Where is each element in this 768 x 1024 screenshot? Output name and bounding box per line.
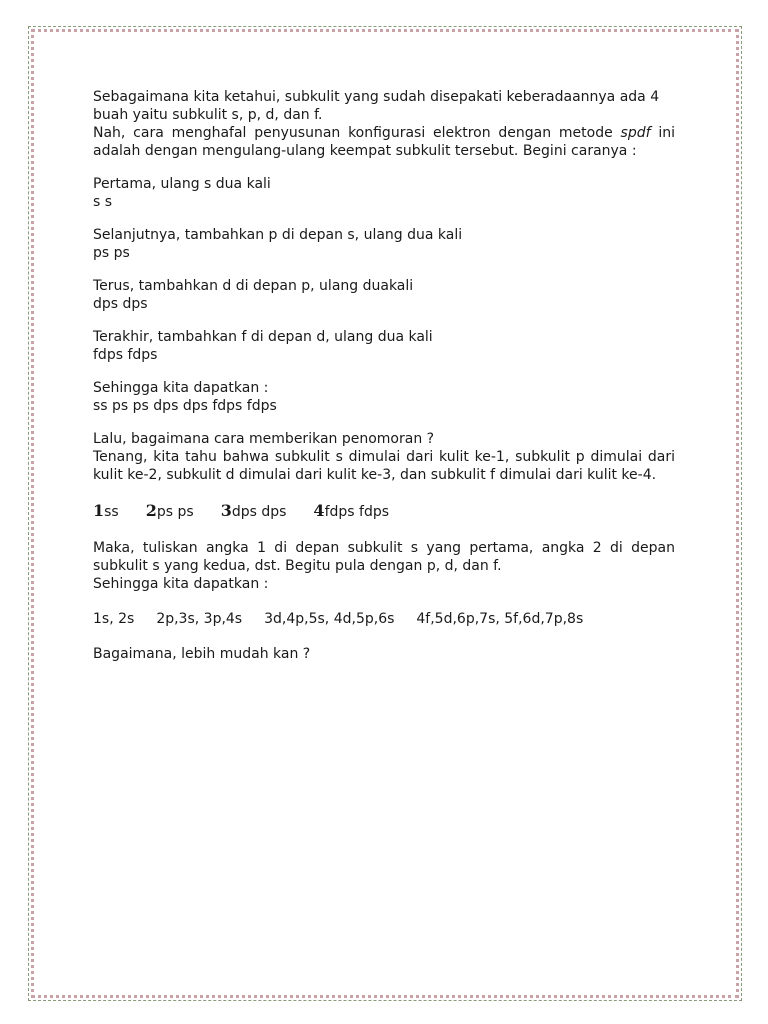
numbered-sequence: 1ss — [93, 501, 119, 520]
numbered-sequence: 2ps ps — [145, 501, 194, 520]
configuration-group: 1s, 2s — [93, 611, 135, 627]
explanation-paragraph: Tenang, kita tahu bahwa subkulit s dimulai dari kulit ke-1, subkulit p dimulai dari kulit ke-2, subkulit d dimulai dari kulit ke-3, dan subkulit f dimulai dari kulit ke-4. — [93, 449, 675, 483]
numbered-sequence: 4fdps fdps — [313, 501, 390, 520]
configuration-row — [93, 610, 675, 628]
closing-line: Bagaimana, lebih mudah kan ? — [93, 646, 311, 662]
spdf-italic: spdf — [620, 125, 651, 141]
intro-paragraph-1: Sebagaimana kita ketahui, subkulit yang sudah disepakati keberadaannya ada 4 buah yaitu subkulit s, p, d, dan f. — [93, 89, 660, 123]
step-2: Selanjutnya, tambahkan p di depan s, ulang dua kali — [93, 227, 463, 243]
result-intro: Sehingga kita dapatkan : — [93, 380, 269, 396]
step-3: Terus, tambahkan d di depan p, ulang duakali — [93, 278, 414, 294]
step-4-result: fdps fdps — [93, 347, 158, 363]
numbered-sequence: 3dps dps — [220, 501, 287, 520]
step-2-result: ps ps — [93, 245, 130, 261]
step-3-result: dps dps — [93, 296, 148, 312]
configuration-group: 4f,5d,6p,7s, 5f,6d,7p,8s — [416, 611, 584, 627]
step-1-result: s s — [93, 194, 113, 210]
numbering-question: Lalu, bagaimana cara memberikan penomoran ? — [93, 431, 435, 447]
configuration-group: 2p,3s, 3p,4s — [156, 611, 243, 627]
document-content — [93, 88, 675, 663]
numbering-result-intro: Sehingga kita dapatkan : — [93, 576, 269, 592]
intro-text-b: ini adalah dengan mengulang-ulang keempat subkulit tersebut. Begini caranya : — [93, 125, 676, 159]
numbered-sequence-row — [93, 501, 675, 522]
numbering-instruction: Maka, tuliskan angka 1 di depan subkulit s yang pertama, angka 2 di depan subkulit s yang kedua, dst. Begitu pula dengan p, d, dan f. — [93, 540, 675, 574]
result-line: ss ps ps dps dps fdps fdps — [93, 398, 277, 414]
step-1: Pertama, ulang s dua kali — [93, 176, 271, 192]
step-4: Terakhir, tambahkan f di depan d, ulang dua kali — [93, 329, 433, 345]
intro-paragraph-2 — [93, 124, 675, 160]
intro-text-a: Nah, cara menghafal penyusunan konfigurasi elektron dengan metode — [93, 125, 613, 141]
configuration-group: 3d,4p,5s, 4d,5p,6s — [264, 611, 395, 627]
